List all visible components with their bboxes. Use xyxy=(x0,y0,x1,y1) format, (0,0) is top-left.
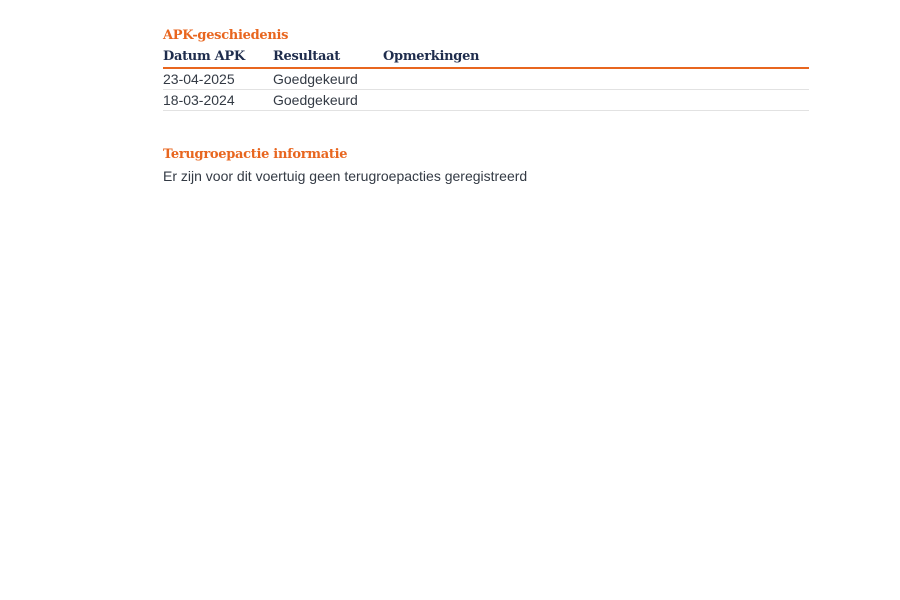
apk-result-cell: Goedgekeurd xyxy=(273,68,383,90)
document-content xyxy=(163,27,809,186)
recall-status-text: Er zijn voor dit voertuig geen terugroepacties geregistreerd xyxy=(163,168,528,184)
apk-date-cell: 23-04-2025 xyxy=(163,68,273,90)
table-row xyxy=(163,90,809,111)
column-header-remarks: Opmerkingen xyxy=(383,46,809,68)
column-header-result: Resultaat xyxy=(273,46,383,68)
recall-section xyxy=(163,146,809,186)
apk-history-section xyxy=(163,27,809,111)
apk-history-table xyxy=(163,46,809,111)
apk-result-cell: Goedgekeurd xyxy=(273,90,383,111)
table-header-row xyxy=(163,46,809,68)
recall-title: Terugroepactie informatie xyxy=(163,147,348,162)
table-row xyxy=(163,68,809,90)
apk-remarks-cell xyxy=(383,68,809,90)
column-header-date: Datum APK xyxy=(163,46,273,68)
apk-date-cell: 18-03-2024 xyxy=(163,90,273,111)
apk-remarks-cell xyxy=(383,90,809,111)
apk-history-title: APK-geschiedenis xyxy=(163,28,289,43)
